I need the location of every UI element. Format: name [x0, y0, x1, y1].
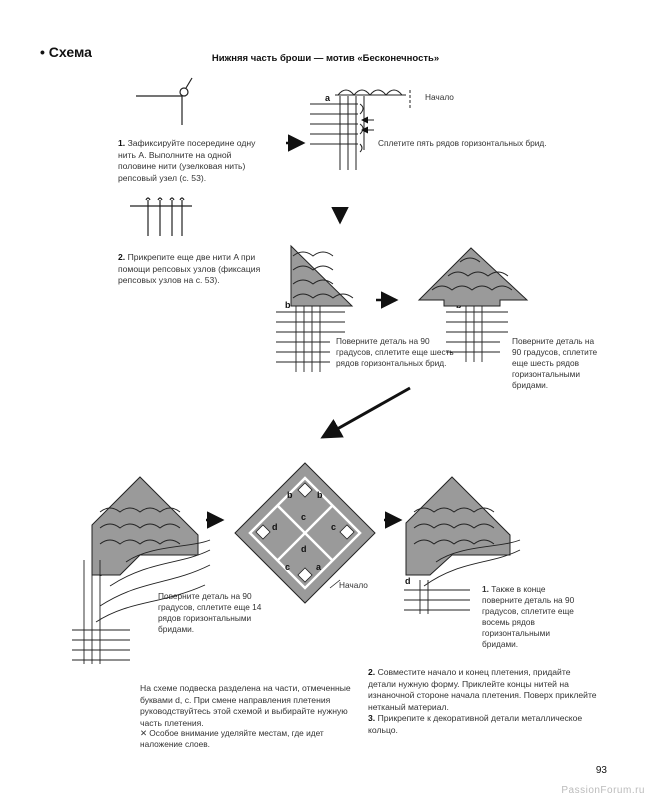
- diagram-title: Нижняя часть броши — мотив «Бесконечность»: [211, 53, 440, 64]
- diagram-fourteen-rows: [72, 477, 210, 664]
- start-label-center: Начало: [339, 580, 368, 590]
- note-step-2-text: Совместите начало и конец плетения, придайте детали нужную форму. Приклейте концы нитей на изнаночной стороне начала плетения. Поверх приклейте нетканый материал.: [368, 667, 597, 712]
- diagram-final: [404, 477, 520, 614]
- step-2-drawing: [130, 198, 192, 236]
- caption-turn-six-a: Поверните деталь на 90 градусов, сплетите еще шесть рядов горизонтальных брид.: [336, 336, 454, 368]
- svg-text:c: c: [331, 522, 337, 532]
- section-heading: • Схема: [40, 44, 92, 60]
- caption-final-number: 1.: [482, 584, 489, 594]
- step-1-number: 1.: [118, 138, 126, 148]
- watermark: PassionForum.ru: [561, 785, 645, 796]
- caption-final-text: Также в конце поверните деталь на 90 градусов, сплетите еще восемь рядов горизонтальными бридами.: [482, 584, 575, 649]
- step-1-text: Зафиксируйте посередине одну нить A. Выполните на одной половине нити (узелковая нить) репсовый узел (с. 53).: [118, 138, 256, 183]
- note-step-3-text: Прикрепите к декоративной детали металлическое кольцо.: [368, 713, 583, 735]
- label-d: d: [405, 576, 411, 586]
- label-b-left: b: [285, 300, 291, 310]
- note-step-2-number: 2.: [368, 667, 376, 677]
- note-parts: На схеме подвеска разделена на части, отмеченные буквами d, c. При смене направления плетения руководствуйтесь этой схемой и выбирайте нужную часть плетения.: [140, 683, 351, 728]
- step-1-drawing: [136, 78, 192, 125]
- label-a: a: [325, 93, 331, 103]
- svg-text:c: c: [285, 562, 291, 572]
- svg-text:a: a: [316, 562, 322, 572]
- arrow-diagonal: [323, 388, 410, 437]
- caption-weave-five: Сплетите пять рядов горизонтальных брид.: [378, 138, 547, 148]
- svg-text:d: d: [272, 522, 278, 532]
- caption-turn-fourteen: Поверните деталь на 90 градусов, сплетите еще 14 рядов горизонтальными бридами.: [158, 591, 262, 634]
- diagram-infinity-knot: [235, 463, 375, 603]
- caption-turn-six-b: Поверните деталь на 90 градусов, сплетите еще шесть рядов горизонтальными бридами.: [512, 336, 598, 390]
- svg-text:b: b: [317, 490, 323, 500]
- step-2-text: Прикрепите еще две нити A при помощи репсовых узлов (фиксация репсовых узлов на с. 53).: [118, 252, 261, 285]
- diagram-triangle-right: [419, 248, 527, 362]
- diagram-five-rows: [310, 90, 410, 170]
- step-2-number: 2.: [118, 252, 126, 262]
- svg-text:b: b: [287, 490, 293, 500]
- svg-text:d: d: [301, 544, 307, 554]
- note-step-3-number: 3.: [368, 713, 376, 723]
- start-label-top: Начало: [425, 92, 454, 102]
- svg-text:c: c: [301, 512, 307, 522]
- note-attention: ✕ Особое внимание уделяйте местам, где идет наложение слоев.: [140, 728, 324, 749]
- diagram-triangle-left: [276, 246, 353, 372]
- page-number: 93: [595, 765, 607, 776]
